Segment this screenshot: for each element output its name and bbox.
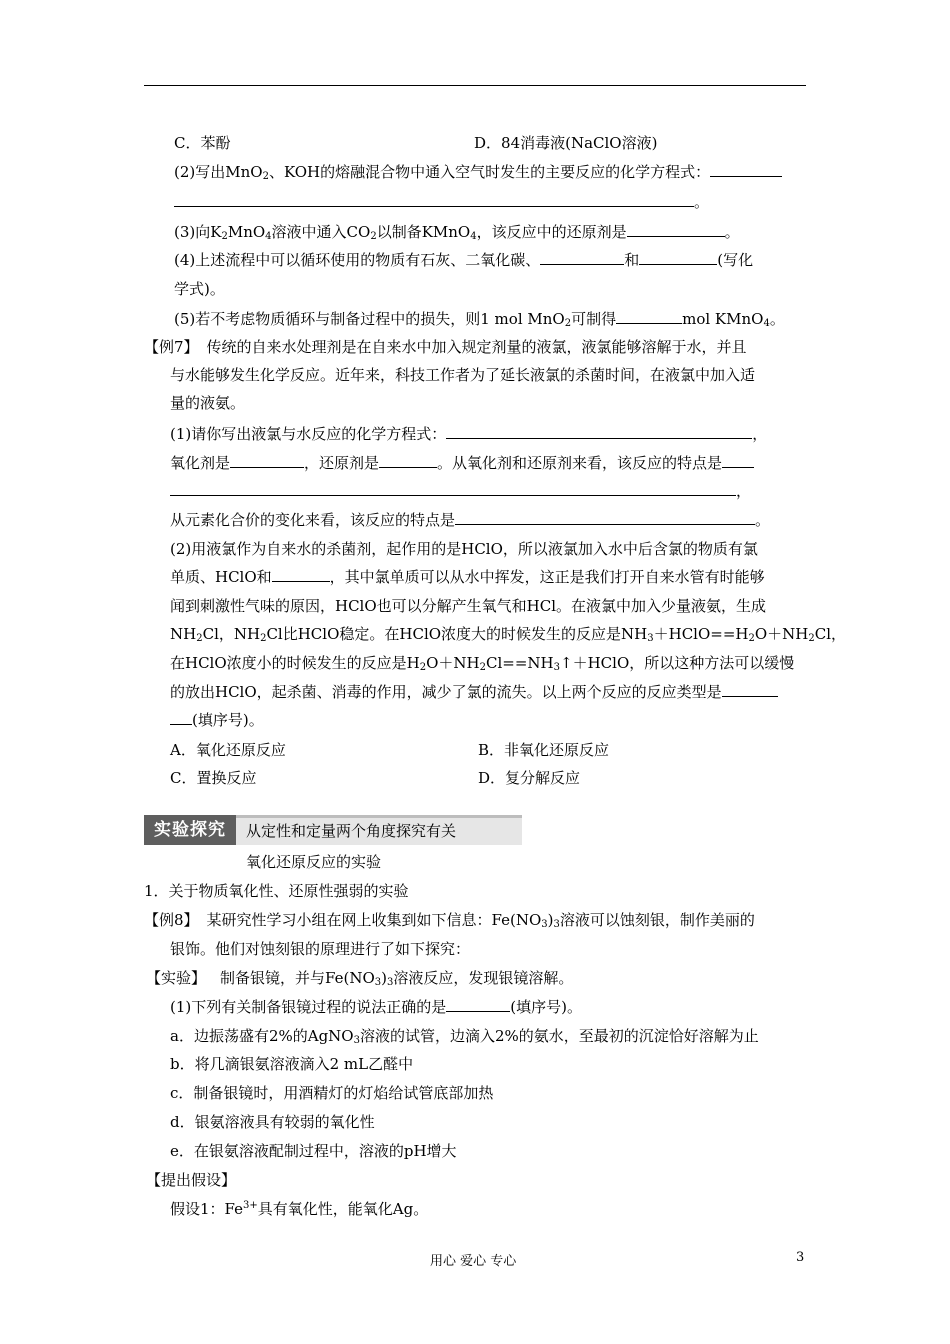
- ex8-option-e: e．在银氨溶液配制过程中，溶液的pH增大: [170, 1142, 457, 1160]
- ex7-line1: 【例7】 传统的自来水处理剂是在自来水中加入规定剂量的液氯，液氯能够溶解于水，并且: [144, 338, 747, 356]
- answer-blank: [540, 250, 624, 265]
- q6-part4-cont: 学式)。: [174, 280, 225, 298]
- ex7-q1-line1: (1)请你写出液氯与水反应的化学方程式： ，: [170, 425, 768, 443]
- answer-blank: [379, 453, 437, 468]
- section-banner: [144, 815, 522, 845]
- ex8-option-b: b．将几滴银氨溶液滴入2 mL乙醛中: [170, 1055, 414, 1073]
- ex7-q1-line3: ，: [170, 481, 751, 501]
- ex7-q2-line3: 闻到刺激性气味的原因，HClO也可以分解产生氧气和HCl。在液氯中加入少量液氨，生成: [170, 597, 767, 615]
- hypothesis-label: 【提出假设】: [146, 1171, 237, 1189]
- ex8-label: 【例8】: [144, 911, 199, 929]
- answer-blank: [722, 453, 754, 468]
- page-number: 3: [796, 1250, 805, 1265]
- ex7-q2-line1: (2)用液氯作为自来水的杀菌剂，起作用的是HClO，所以液氯加入水中后含氯的物质有氯: [170, 540, 758, 558]
- hypothesis-1: 假设1：$Fe^{3+}$具有氧化性，能氧化Ag。: [170, 1200, 429, 1218]
- answer-blank: [170, 710, 192, 725]
- answer-blank: [639, 250, 717, 265]
- ex7-line3: 量的液氨。: [170, 394, 246, 412]
- ex7-q2-line5: 在HClO浓度小的时候发生的反应是$H_2O+NH_2Cl==NH_3↑+HClO$，所以这种方法可以缓慢: [170, 654, 795, 673]
- answer-blank: [616, 309, 682, 324]
- header-rule: [144, 85, 806, 86]
- ex8-line1: 【例8】 某研究性学习小组在网上收集到如下信息：$Fe(NO_3)_3$溶液可以蚀刻银，制作美丽的: [144, 911, 755, 930]
- ex7-q2-line2: 单质、HClO和 ，其中氯单质可以从水中挥发，这正是我们打开自来水管有时能够: [170, 568, 765, 586]
- q6-part4: (4)上述流程中可以循环使用的物质有石灰、二氧化碳、 和 (写化: [174, 251, 754, 269]
- q6-part5: (5)若不考虑物质循环与制备过程中的损失，则1 mol MnO$_2$可制得 mol KMnO$_4$。: [174, 310, 785, 329]
- answer-blank: [230, 453, 304, 468]
- footer-slogan: 用心 爱心 专心: [430, 1254, 517, 1269]
- ex8-q1: (1)下列有关制备银镜过程的说法正确的是 (填序号)。: [170, 998, 582, 1016]
- ex7-q2-line6: 的放出HClO，起杀菌、消毒的作用，减少了氯的流失。以上两个反应的反应类型是: [170, 682, 778, 702]
- ex8-option-d: d．银氨溶液具有较弱的氧化性: [170, 1113, 375, 1131]
- section-box-label: 实验探究: [144, 815, 236, 845]
- experiment-label: 【实验】: [146, 969, 207, 987]
- ex7-q2-line4: $NH_2Cl$，$NH_2Cl$比HClO稳定。在HClO浓度大的时候发生的反应是$NH_3+HClO==H_2O+NH_2Cl$，: [170, 625, 847, 644]
- ex7-option-a: A．氧化还原反应: [170, 741, 286, 759]
- q6-part2-cont: 。: [174, 192, 709, 212]
- ex7-option-c: C．置换反应: [170, 769, 257, 787]
- answer-blank: [174, 192, 694, 207]
- ex8-line2: 银饰。他们对蚀刻银的原理进行了如下探究：: [170, 940, 471, 958]
- ex7-q1-line2: 氧化剂是 ，还原剂是 。从氧化剂和还原剂来看，该反应的特点是: [170, 453, 754, 473]
- ex7-option-b: B．非氧化还原反应: [478, 741, 610, 759]
- part1-heading: 1．关于物质氧化性、还原性强弱的实验: [144, 882, 409, 900]
- ex8-option-a: a．边振荡盛有2%的AgNO$_3$溶液的试管，边滴入2%的氨水，至最初的沉淀恰好溶解为止: [170, 1027, 759, 1046]
- ex7-q1-line4: 从元素化合价的变化来看，该反应的特点是 。: [170, 511, 771, 529]
- section-title-line2: 氧化还原反应的实验: [246, 853, 382, 871]
- ex7-label: 【例7】: [144, 338, 199, 356]
- answer-blank: [455, 510, 755, 525]
- answer-blank: [722, 682, 778, 697]
- answer-blank: [446, 997, 510, 1012]
- ex7-line2: 与水能够发生化学反应。近年来，科技工作者为了延长液氯的杀菌时间，在液氯中加入适: [170, 366, 756, 384]
- ex8-experiment: 【实验】 制备银镜，并与$Fe(NO_3)_3$溶液反应，发现银镜溶解。: [146, 969, 574, 988]
- answer-blank: [710, 162, 782, 177]
- ex7-q2-line7: (填序号)。: [170, 710, 264, 730]
- answer-blank: [627, 222, 725, 237]
- answer-blank: [170, 481, 736, 496]
- q6-part3: (3)向$K_2MnO_4$溶液中通入$CO_2$以制备KMnO$_4$，该反应中的还原剂是 。: [174, 223, 740, 242]
- ex8-option-c: c．制备银镜时，用酒精灯的灯焰给试管底部加热: [170, 1084, 494, 1102]
- q6-option-d: D．84消毒液(NaClO溶液): [474, 134, 658, 152]
- section-title-line1: 从定性和定量两个角度探究有关: [246, 822, 457, 840]
- answer-blank: [272, 567, 330, 582]
- q6-part2: (2)写出MnO$_2$、KOH的熔融混合物中通入空气时发生的主要反应的化学方程式：: [174, 162, 782, 182]
- ex7-option-d: D．复分解反应: [478, 769, 581, 787]
- answer-blank: [446, 424, 752, 439]
- q6-option-c: C．苯酚: [174, 134, 231, 152]
